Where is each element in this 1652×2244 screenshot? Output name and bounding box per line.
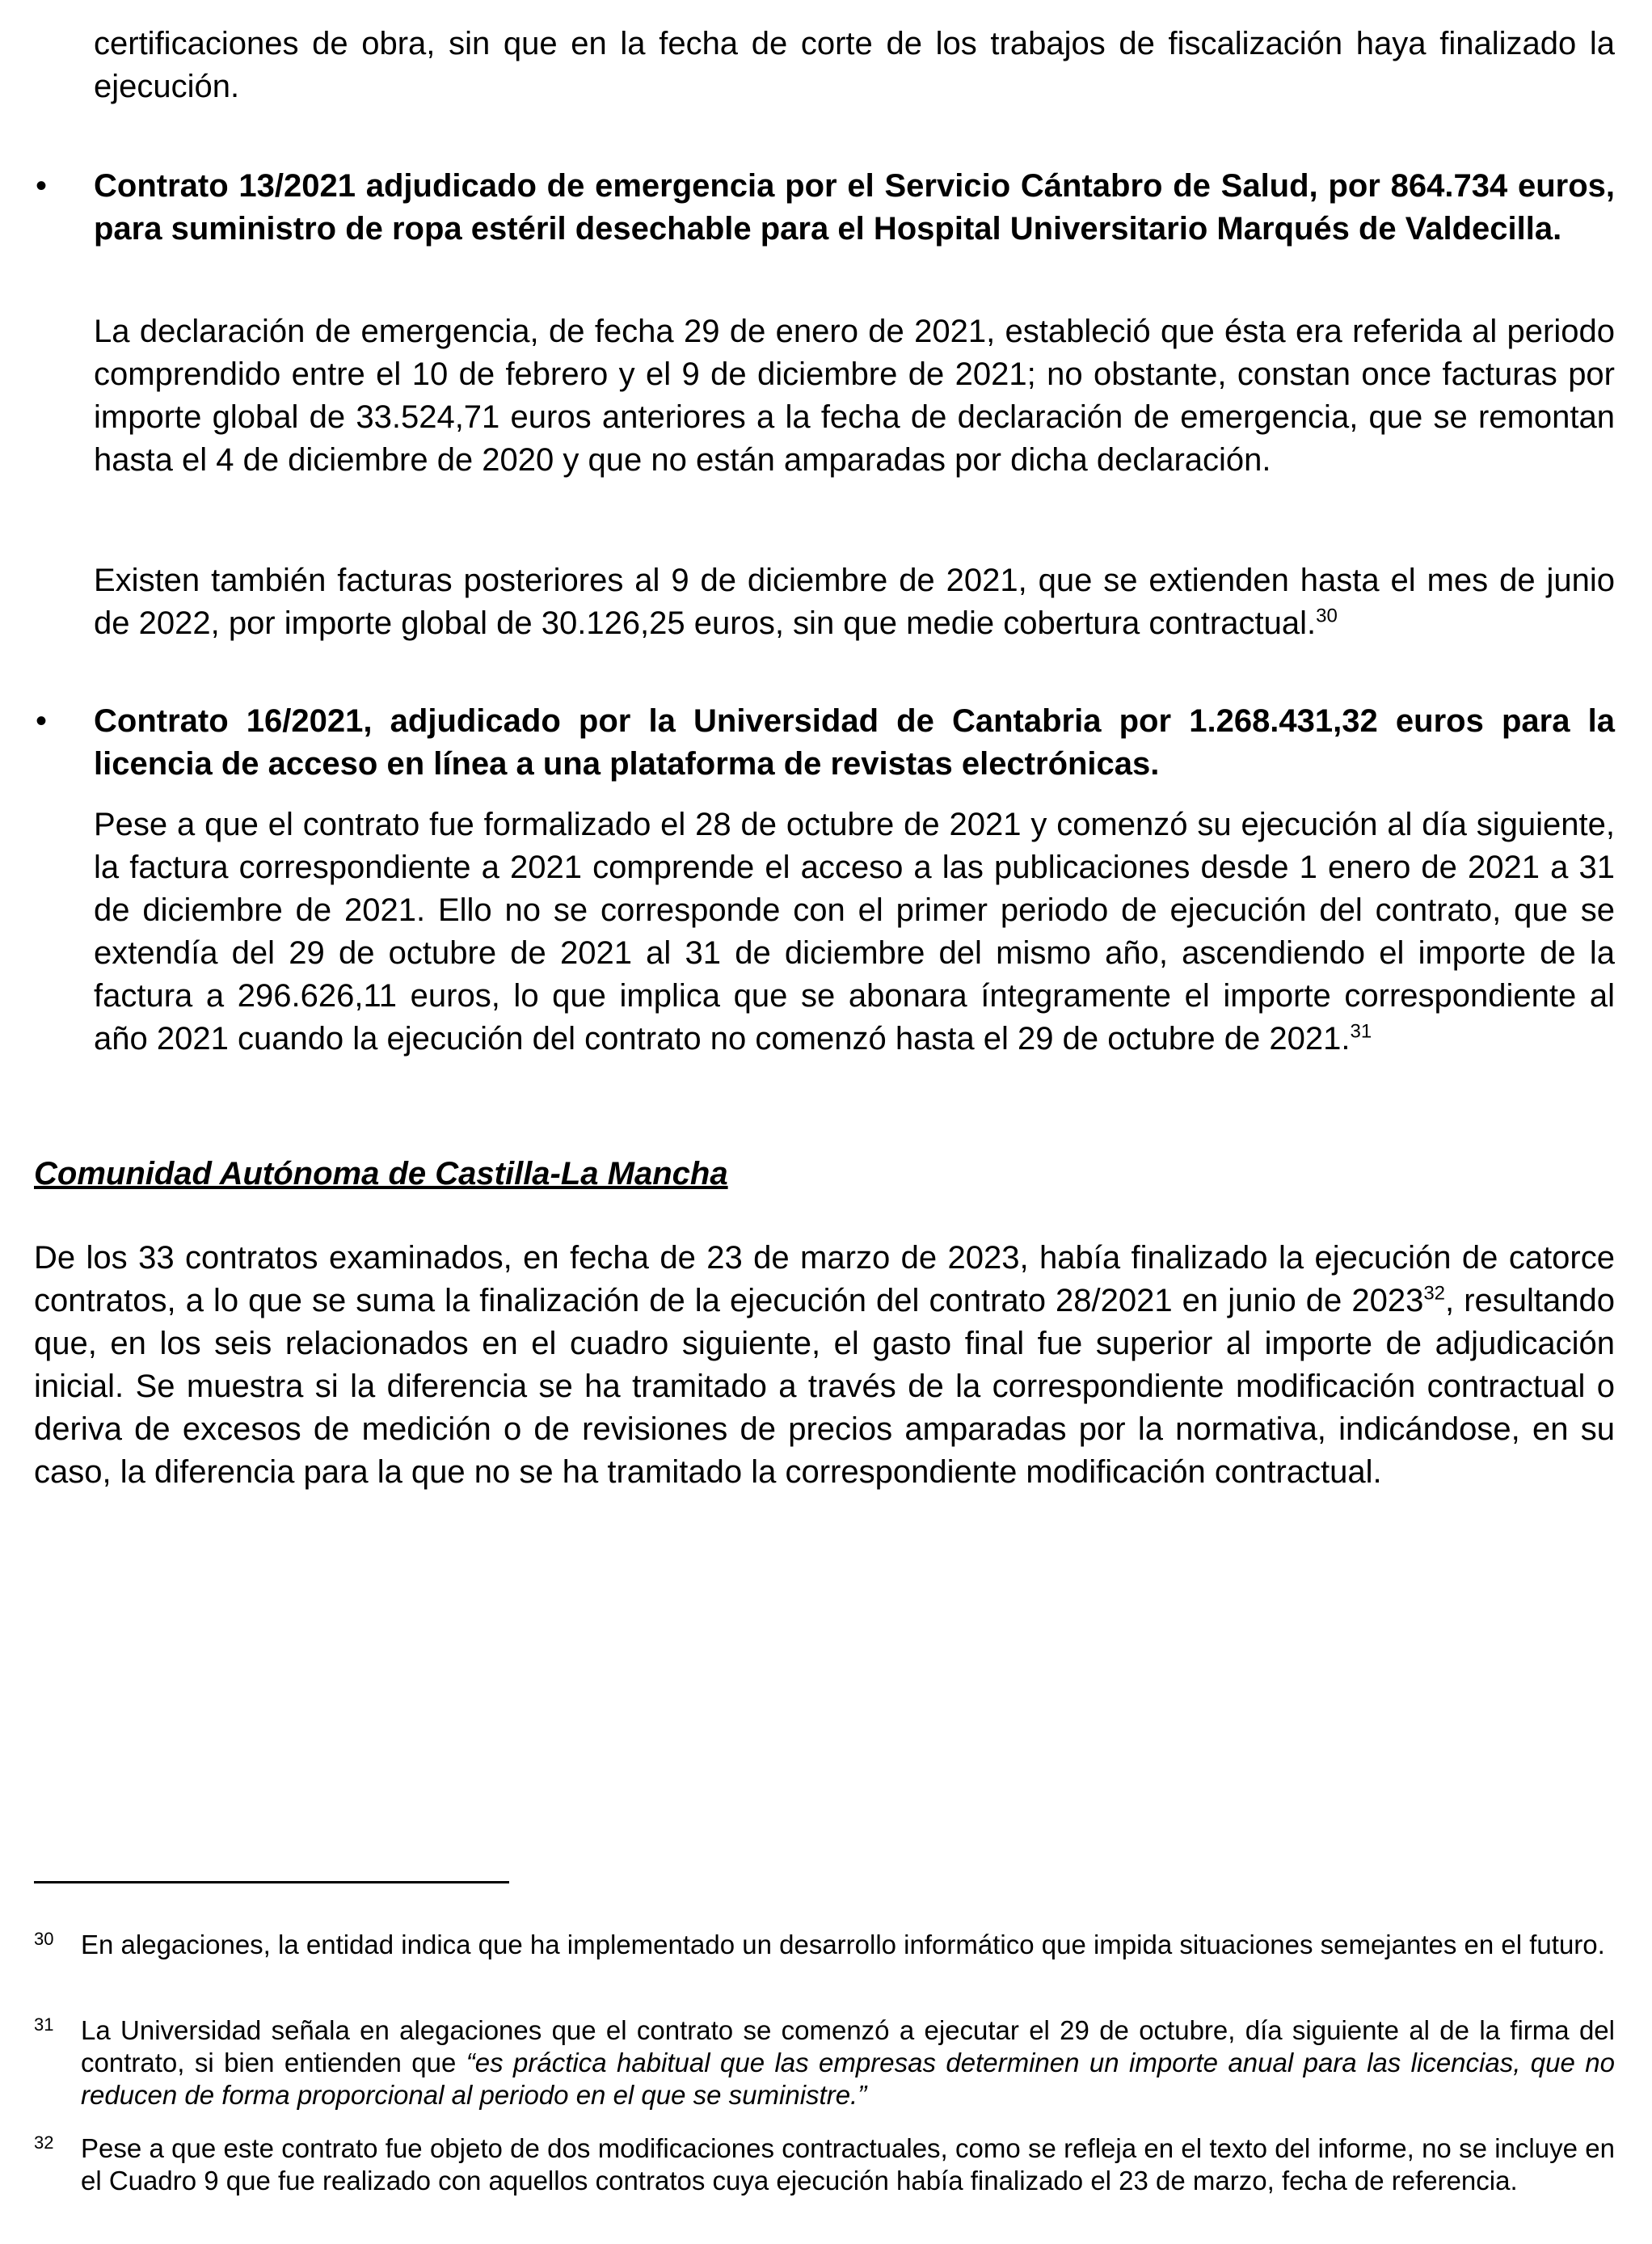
- bullet-contract-16: •: [36, 703, 48, 739]
- footnote-31-body: La Universidad señala en alegaciones que el contrato se comenzó a ejecutar el 29 de octubre, día siguiente al de la firma del contrato, si bien entienden que: [81, 2015, 1615, 2077]
- top-paragraph: certificaciones de obra, sin que en la fecha de corte de los trabajos de fiscalización haya finalizado la ejecución.: [94, 26, 1615, 104]
- contract-16-paragraph-1: [94, 804, 1615, 1061]
- section-paragraph-text-2: , resultando que, en los seis relacionados en el cuadro siguiente, el gasto final fue superior al importe de adjudicación inicial. Se muestra si la diferencia se ha tramitado a través de la correspondiente modificación contractual o deriva de excesos de medición o de revisiones de precios amparadas por la normativa, indicándose, en su caso, la diferencia para la que no se ha tramitado la correspondiente modificación contractual.: [34, 1283, 1615, 1490]
- footnote-31-number: 31: [34, 2014, 54, 2035]
- contract-13-paragraph-2-text: Existen también facturas posteriores al 9 de diciembre de 2021, que se extienden hasta el mes de junio de 2022, por importe global de 30.126,25 euros, sin que medie cobertura contractual.: [94, 563, 1615, 641]
- footnote-separator: [34, 1881, 509, 1883]
- footnote-ref-30: 30: [1316, 605, 1338, 627]
- footnote-30-number: 30: [34, 1929, 54, 1949]
- footnote-ref-32: 32: [1423, 1282, 1446, 1305]
- contract-16-paragraph-1-text: Pese a que el contrato fue formalizado el 28 de octubre de 2021 y comenzó su ejecución al día siguiente, la factura correspondiente a 2021 comprende el acceso a las publicaciones desde 1 enero de 2021 a 31 de diciembre de 2021. Ello no se corresponde con el primer periodo de ejecución del contrato, que se extendía del 29 de octubre de 2021 al 31 de diciembre del mismo año, ascendiendo el importe de la factura a 296.626,11 euros, lo que implica que se abonara íntegramente el importe correspondiente al año 2021 cuando la ejecución del contrato no comenzó hasta el 29 de octubre de 2021.: [94, 807, 1615, 1057]
- section-paragraph-text-1: De los 33 contratos examinados, en fecha de 23 de marzo de 2023, había finalizado la ejecución de catorce contratos, a lo que se suma la finalización de la ejecución del contrato 28/2021 en junio de 2023: [34, 1240, 1615, 1318]
- contract-13-paragraph-2: [94, 559, 1615, 645]
- footnote-31-text: [81, 2014, 1615, 2111]
- contract-13-title: Contrato 13/2021 adjudicado de emergencia por el Servicio Cántabro de Salud, por 864.734 euros, para suministro de ropa estéril desechable para el Hospital Universitario Marqués de Valdecilla.: [94, 168, 1615, 247]
- bullet-contract-13: •: [36, 168, 48, 204]
- footnote-30-text: En alegaciones, la entidad indica que ha implementado un desarrollo informático que impida situaciones semejantes en el futuro.: [81, 1930, 1605, 1959]
- footnote-ref-31: 31: [1350, 1020, 1372, 1043]
- section-paragraph: [34, 1237, 1615, 1494]
- contract-13-paragraph-1: La declaración de emergencia, de fecha 29 de enero de 2021, estableció que ésta era referida al periodo comprendido entre el 10 de febrero y el 9 de diciembre de 2021; no obstante, constan once facturas por importe global de 33.524,71 euros anteriores a la fecha de declaración de emergencia, que se remontan hasta el 4 de diciembre de 2020 y que no están amparadas por dicha declaración.: [94, 314, 1615, 478]
- contract-16-title: Contrato 16/2021, adjudicado por la Universidad de Cantabria por 1.268.431,32 euros para la licencia de acceso en línea a una plataforma de revistas electrónicas.: [94, 703, 1615, 782]
- footnote-32-text: Pese a que este contrato fue objeto de dos modificaciones contractuales, como se refleja en el texto del informe, no se incluye en el Cuadro 9 que fue realizado con aquellos contratos cuya ejecución había finalizado el 23 de marzo, fecha de referencia.: [81, 2133, 1615, 2195]
- section-heading: Comunidad Autónoma de Castilla-La Mancha: [34, 1156, 728, 1192]
- footnote-31-quote: “es práctica habitual que las empresas determinen un importe anual para las licencias, que no reducen de forma proporcional al periodo en el que se suministre.”: [81, 2048, 1615, 2110]
- footnote-32-number: 32: [34, 2132, 54, 2153]
